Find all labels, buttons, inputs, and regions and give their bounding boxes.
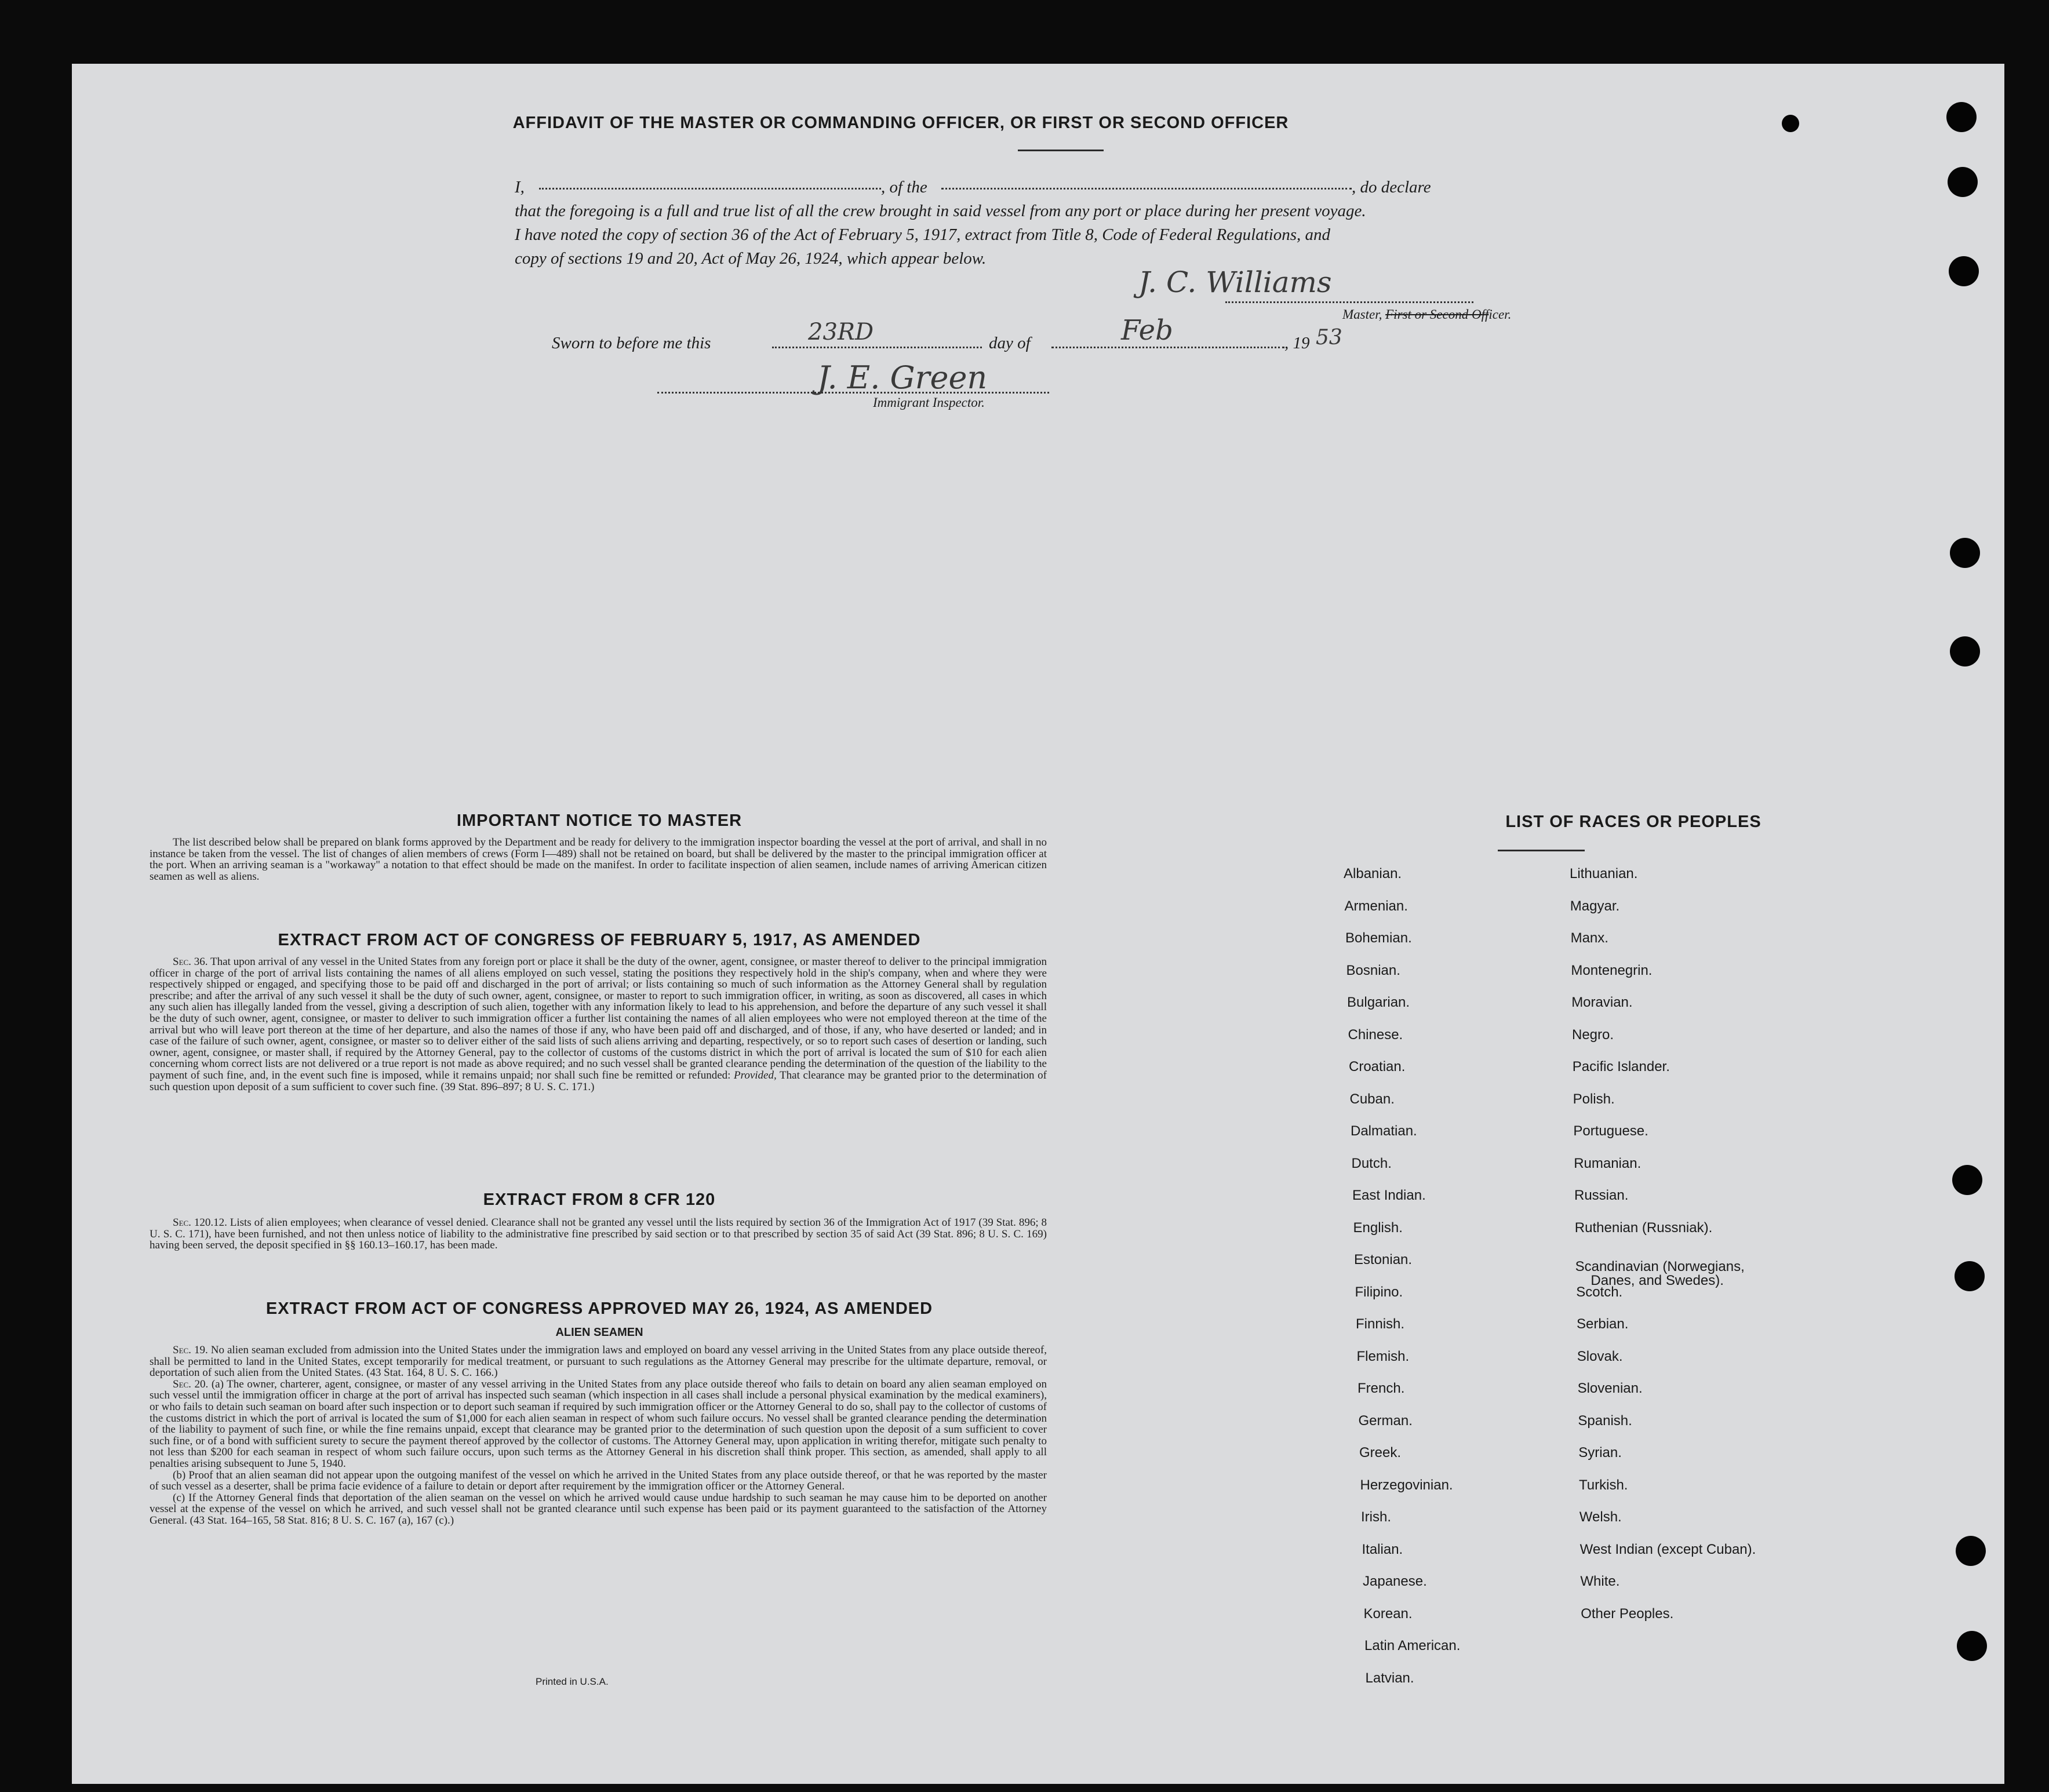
punch-hole-icon [1950, 636, 1980, 666]
affidavit-line-4: copy of sections 19 and 20, Act of May 26, 1924, which appear below. [515, 249, 987, 268]
sec-20c-body: (c) If the Attorney General finds that deportation of the alien seaman on the vessel on which he arrived would cause undue hardship to such seaman he may cause him to be deported on another vessel at the expense of the vessel on which he arrived, and such vessel shall not be granted clearance until such expense has been paid or its payment guaranteed to the satisfaction of the Attorney General. (43 Stat. 164–165, 58 Stat. 816; 8 U. S. C. 167 (a), 167 (c).) [150, 1491, 1047, 1527]
race-item: Moravian. [1571, 995, 1633, 1010]
sec-36-label: Sec. 36. [173, 956, 208, 968]
extract-1924-title: EXTRACT FROM ACT OF CONGRESS APPROVED MAY 26, 1924, AS AMENDED [265, 1299, 933, 1318]
affidavit-line-3: I have noted the copy of section 36 of the Act of February 5, 1917, extract from Title 8, Code of Federal Regulations, and [515, 225, 1331, 244]
year-prefix: , 19 [1284, 334, 1310, 352]
race-item: Croatian. [1349, 1059, 1406, 1075]
race-item: Magyar. [1570, 898, 1620, 914]
race-item: Spanish. [1578, 1412, 1632, 1429]
title-divider [1018, 150, 1104, 151]
alien-seamen-subtitle: ALIEN SEAMEN [555, 1326, 643, 1339]
race-item: Russian. [1574, 1188, 1629, 1203]
punch-hole-icon [1948, 167, 1978, 197]
race-item: Portuguese. [1573, 1123, 1648, 1139]
race-item: Dalmatian. [1351, 1123, 1417, 1139]
race-item: Bohemian. [1345, 930, 1412, 946]
race-item: Chinese. [1348, 1026, 1403, 1043]
affidavit-of-the-label: , of the [881, 178, 927, 196]
sec-120-label: Sec. 120.12. [173, 1216, 227, 1229]
punch-hole-icon [1956, 1536, 1986, 1566]
race-item: East Indian. [1352, 1188, 1426, 1203]
master-name-field[interactable] [539, 188, 881, 190]
sec-36-body-end: That clearance may be granted prior to the determination of such question upon deposit of a sum sufficient to cover such fine. (39 Stat. 896–897; 8 U. S. C. 171.) [150, 1069, 1047, 1093]
race-item: Herzegovinian. [1360, 1477, 1453, 1493]
punch-hole-icon [1955, 1261, 1985, 1291]
race-item: West Indian (except Cuban). [1579, 1541, 1756, 1557]
race-item: Slovenian. [1577, 1381, 1643, 1396]
race-item: Italian. [1362, 1541, 1403, 1557]
affidavit-title: AFFIDAVIT OF THE MASTER OR COMMANDING OFFICER, OR FIRST OR SECOND OFFICER [512, 114, 1289, 132]
punch-hole-icon [1949, 256, 1979, 286]
sworn-month-field[interactable] [1051, 347, 1284, 348]
punch-hole-icon [1957, 1631, 1987, 1661]
race-item: Welsh. [1579, 1509, 1622, 1525]
race-item: Serbian. [1577, 1316, 1629, 1332]
race-item: Rumanian. [1574, 1155, 1642, 1171]
race-item: Montenegrin. [1571, 962, 1653, 978]
provided-text: Provided, [734, 1069, 777, 1081]
punch-hole-icon [1952, 1165, 1982, 1195]
notice-title: IMPORTANT NOTICE TO MASTER [456, 811, 743, 830]
race-item: Bosnian. [1346, 962, 1400, 978]
race-item: Scotch. [1576, 1284, 1623, 1300]
inspector-label: Immigrant Inspector. [873, 395, 985, 410]
race-item: Greek. [1359, 1445, 1402, 1460]
race-item: Negro. [1572, 1026, 1614, 1043]
race-item: Turkish. [1579, 1477, 1628, 1493]
race-item: Lithuanian. [1570, 866, 1638, 882]
sec-19-label: Sec. 19. [173, 1344, 208, 1356]
race-item: Cuban. [1349, 1091, 1395, 1107]
extract-1924-text [150, 1345, 1047, 1527]
notice-text [150, 837, 1047, 882]
extract-cfr-text [150, 1217, 1047, 1251]
race-item: English. [1353, 1219, 1403, 1236]
sec-36-body: That upon arrival of any vessel in the United States from any foreign port or place it shall be the duty of the owner, agent, consignee, or master thereof to deliver to the principal immigration officer in charge of the port of arrival lists containing the names of all aliens employed on such vessel, stating the positions they respectively hold in the ship's company, when and where they were respectively shipped or engaged, and specifying those to be paid off and discharged in the port of arrival; or lists containing so much of such information as the Attorney General shall by regulation prescribe; and after the arrival of any such vessel it shall be the duty of such owner, agent, consignee, or master to report to such immigration officer, in writing, as soon as discovered, all cases in which any such alien has illegally landed from the vessel, giving a description of such alien, together with any information likely to lead to his apprehension, and before the departure of any such vessel it shall be the duty of such owner, agent, consignee, or master to deliver to such immigration officer a further list containing the names of all alien employees who were not employed thereon at the time of the arrival but who will leave port thereon at the time of her departure, and also the names of those if any, who have been paid off and discharged, and of those, if any, who have deserted or landed; and in case of the failure of such owner, agent, consignee, or master so to deliver either of the said lists of such aliens arriving and departing, respectively, or so to report such cases of desertion or landing, such owner, agent, consignee, or master shall, if required by the Attorney General, pay to the collector of customs of the customs district in which the port of arrival is located the sum of $10 for each alien concerning whom correct lists are not delivered or a true report is not made as above required; and no such vessel shall be granted clearance pending the determination of the question of the liability to the payment of such fine, and, in the event such fine is imposed, while it remains unpaid; nor shall such fine be remitted or refunded: [150, 956, 1047, 1081]
races-divider [1498, 850, 1585, 851]
master-label-text: Master, [1342, 307, 1382, 322]
printed-in-usa: Printed in U.S.A. [536, 1676, 609, 1687]
race-item: French. [1357, 1381, 1405, 1396]
races-title: LIST OF RACES OR PEOPLES [1505, 813, 1762, 831]
day-of-label: day of [989, 334, 1031, 352]
race-item: Slovak. [1577, 1348, 1623, 1364]
punch-hole-icon [1946, 102, 1977, 132]
extract-1917-title: EXTRACT FROM ACT OF CONGRESS OF FEBRUARY 5, 1917, AS AMENDED [278, 931, 921, 949]
race-item: Other Peoples. [1581, 1605, 1674, 1622]
sec-20a-body: (a) The owner, charterer, agent, consignee, or master of any vessel arriving in the United States from any place outside thereof who fails to detain on board any alien seaman employed on such vessel until the immigration officer in charge at the port of arrival has inspected such seaman (which inspection in all cases shall include a personal physical examination by the medical examiners), or who fails to detain such seaman on board after such inspection or to deport such seaman if required by such immigration officer or the Attorney General to do so, shall pay to the collector of customs of the customs district in which the port of arrival is located the sum of $1,000 for each alien seaman in respect of whom such failure occurs. No vessel shall be granted clearance pending the determination of the liability to payment of such fine, or while the fine remains unpaid, except that clearance may be granted prior to the determination of such question upon the deposit of a sum sufficient to cover such fine, or of a bond with sufficient surety to secure the payment thereof approved by the collector of customs. The Attorney General may, upon application in writing therefor, mitigate such penalty to not less than $200 for each seaman in respect of whom such failure occurs, upon such terms as the Attorney General in his discretion shall think proper. This section, as amended, shall apply to all penalties arising subsequent to June 5, 1940. [150, 1378, 1047, 1470]
race-item: Syrian. [1578, 1445, 1622, 1460]
race-item: Finnish. [1356, 1316, 1405, 1332]
race-item: Bulgarian. [1347, 995, 1410, 1010]
affidavit-line-2: that the foregoing is a full and true list of all the crew brought in said vessel from any port or place during her present voyage. [515, 202, 1366, 220]
race-item: Pacific Islander. [1572, 1059, 1670, 1075]
sec-19-body: No alien seaman excluded from admission into the United States under the immigration laws and employed on board any vessel arriving in the United States from any place outside thereof, shall be permitted to land in the United States, except temporarily for medical treatment, or pursuant to such regulations as the Attorney General may prescribe for the ultimate departure, removal, or deportation of such alien from the United States. (43 Stat. 164, 8 U. S. C. 166.) [150, 1344, 1047, 1379]
race-item: Albanian. [1344, 866, 1402, 882]
sworn-label: Sworn to before me this [552, 334, 711, 352]
race-item: German. [1358, 1412, 1413, 1429]
punch-hole-icon [1950, 538, 1980, 568]
race-item: Latin American. [1364, 1638, 1461, 1653]
master-signature-line[interactable] [1225, 301, 1473, 303]
notice-body: The list described below shall be prepared on blank forms approved by the Department and be ready for delivery to the immigration inspector boarding the vessel at the port of arrival, and shall in no instance be taken from the vessel. The list of changes of alien members of crews (Form I—489) shall not be retained on board, but shall be delivered by the master to the principal immigration officer at the port. When an arriving seaman is a "workaway" a notation to that effect should be made on the manifest. In order to facilitate inspection of alien seamen, include names of arriving American citizen seamen as well as aliens. [150, 836, 1047, 883]
race-item: Dutch. [1351, 1155, 1392, 1171]
punch-hole-icon [1782, 115, 1799, 132]
sworn-month-value: Feb [1121, 314, 1173, 347]
race-item: Japanese. [1363, 1574, 1427, 1589]
race-item: Armenian. [1344, 898, 1408, 914]
master-label [1342, 307, 1511, 322]
race-item: Manx. [1570, 930, 1608, 946]
race-item: Flemish. [1356, 1348, 1410, 1364]
struck-officer-text: First or Second Off [1385, 307, 1489, 322]
race-item: Estonian. [1354, 1252, 1413, 1267]
sec-120-body: Lists of alien employees; when clearance of vessel denied. Clearance shall not be granted any vessel until the lists required by section 36 of the Immigration Act of 1917 (39 Stat. 896; 8 U. S. C. 171), have been furnished, and not then unless notice of liability to the administrative fine prescribed by said section or to that prescribed by section 35 of said Act (39 Stat. 896; 8 U. S. C. 169) having been served, the deposit specified in §§ 160.13–160.17, has been made. [150, 1216, 1047, 1252]
affidavit-declare-label: , do declare [1352, 178, 1431, 196]
master-signature: J. C. Williams [1138, 265, 1332, 299]
inspector-signature-line[interactable] [657, 392, 1049, 394]
sec-20b-body: (b) Proof that an alien seaman did not appear upon the outgoing manifest of the vessel on which he arrived in the United States from any place outside thereof, or that he was reported by the master of such vessel as a deserter, shall be prima facie evidence of a failure to detain or deport after requirement by the immigration officer or the Attorney General. [150, 1469, 1047, 1493]
sworn-day-field[interactable] [772, 347, 982, 348]
vessel-name-field[interactable] [941, 188, 1352, 190]
race-item: Danes, and Swedes). [1591, 1273, 1724, 1288]
inspector-signature: J. E. Green [817, 359, 988, 396]
form-sheet [72, 64, 2004, 1784]
race-item: Polish. [1573, 1091, 1615, 1107]
sworn-year-value: 53 [1316, 326, 1342, 349]
extract-1917-text [150, 956, 1047, 1092]
race-item: Filipino. [1355, 1284, 1403, 1300]
race-item: Korean. [1363, 1605, 1413, 1622]
race-item: Ruthenian (Russniak). [1574, 1219, 1713, 1236]
officer-label-end: icer. [1488, 307, 1512, 322]
race-item: Latvian. [1365, 1670, 1414, 1686]
affidavit-i-label: I, [515, 178, 525, 196]
race-item: Scandinavian (Norwegians, [1575, 1259, 1745, 1274]
sec-20-label: Sec. 20. [173, 1378, 209, 1390]
race-item: White. [1580, 1574, 1620, 1589]
extract-cfr-title: EXTRACT FROM 8 CFR 120 [483, 1190, 716, 1209]
race-item: Irish. [1361, 1509, 1392, 1525]
sworn-day-value: 23RD [808, 319, 874, 345]
